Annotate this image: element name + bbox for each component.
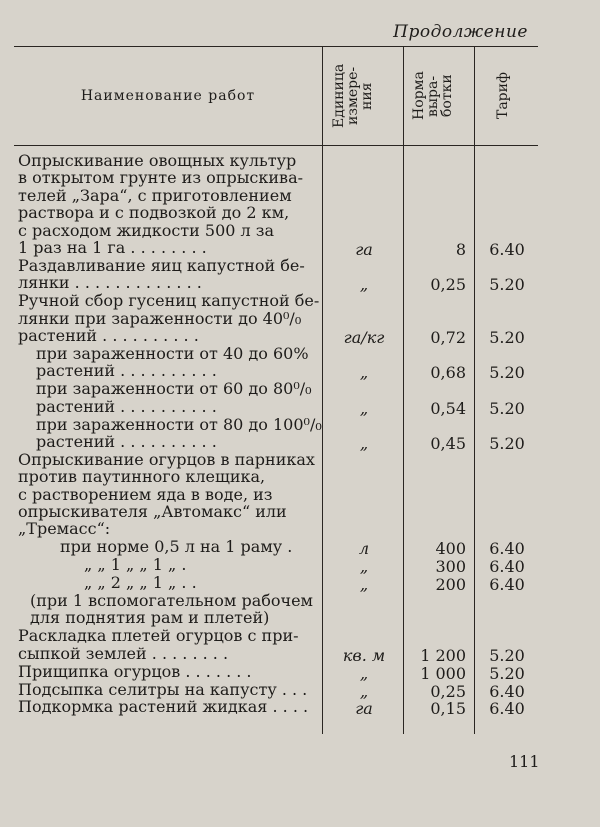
row-unit: га/кг <box>343 328 385 347</box>
header-unit: Единица измере- ния <box>331 63 375 129</box>
row-text-line: Опрыскивание овощных культур <box>18 151 297 170</box>
row-text-line: (при 1 вспомогательном рабочем <box>30 591 313 610</box>
row-norm: 0,25 <box>430 681 466 701</box>
row-unit: „ <box>359 681 369 701</box>
row-text-line: при зараженности от 60 до 80⁰/₀ <box>36 379 312 399</box>
row-tariff: 5.20 <box>489 275 525 295</box>
row-text-line: лянки при зараженности до 40⁰/₀ <box>18 308 302 328</box>
row-text-line: 1 раз на 1 га . . . . . . . . <box>18 238 207 257</box>
row-text-line: „Тремасс“: <box>18 519 111 539</box>
row-text-line: растений . . . . . . . . . . <box>36 361 217 381</box>
row-text-line: при зараженности от 40 до 60% <box>36 343 309 363</box>
row-text-line: с растворением яда в воде, из <box>18 484 273 504</box>
row-tariff: 5.20 <box>489 328 525 347</box>
row-tariff: 6.40 <box>489 575 525 595</box>
row-text-line: раствора и с подвозкой до 2 км, <box>18 203 290 223</box>
row-text-line: растений . . . . . . . . . . <box>36 396 217 416</box>
row-norm: 400 <box>435 539 466 559</box>
header-norm: Норма выра- ботки <box>411 71 455 121</box>
row-unit: „ <box>359 575 369 595</box>
row-norm: 8 <box>455 240 466 259</box>
row-unit: га <box>355 240 373 259</box>
row-norm: 0,25 <box>430 275 466 295</box>
row-text-line: против паутинного клещика, <box>18 467 266 487</box>
row-norm: 1 000 <box>420 663 466 683</box>
row-unit: „ <box>359 275 369 295</box>
column-divider <box>474 46 475 734</box>
row-norm: 200 <box>435 575 466 595</box>
row-text-line: Подкормка растений жидкая . . . . <box>18 697 309 717</box>
row-text-line: лянки . . . . . . . . . . . . . <box>18 273 202 293</box>
row-text-line: Раскладка плетей огурцов с при- <box>18 626 299 646</box>
row-text-line: Раздавливание яиц капустной бе- <box>18 255 305 275</box>
row-text-line: „ „ 2 „ „ 1 „ . . <box>84 573 197 593</box>
row-text-line: Подсыпка селитры на капусту . . . <box>18 679 308 699</box>
row-unit: „ <box>359 363 369 383</box>
row-text-line: Опрыскивание огурцов в парниках <box>18 449 315 469</box>
row-unit: кв. м <box>342 645 386 665</box>
row-norm: 0,54 <box>430 398 466 418</box>
row-text-line: Ручной сбор гусениц капустной бе- <box>18 291 320 311</box>
row-tariff: 5.20 <box>489 398 525 418</box>
row-text-line: телей „Зара“, с приготовлением <box>18 185 292 205</box>
row-text-line: растений . . . . . . . . . . <box>18 326 199 345</box>
row-unit: л <box>358 539 370 559</box>
row-text-line: при норме 0,5 л на 1 раму . <box>60 537 293 557</box>
row-unit: „ <box>359 398 369 418</box>
row-norm: 0,45 <box>430 433 466 453</box>
row-text-line: растений . . . . . . . . . . <box>36 431 217 451</box>
column-divider <box>322 46 323 734</box>
header-name: Наименование работ <box>80 88 256 104</box>
row-tariff: 6.40 <box>489 240 525 259</box>
row-unit: „ <box>359 663 369 683</box>
row-text-line: с расходом жидкости 500 л за <box>18 220 275 240</box>
row-unit: „ <box>359 433 369 453</box>
row-text-line: в открытом грунте из опрыскива- <box>18 168 304 188</box>
header-bottom-rule <box>14 145 538 146</box>
row-tariff: 6.40 <box>489 539 525 559</box>
row-tariff: 6.40 <box>489 681 525 701</box>
row-unit: „ <box>359 557 369 577</box>
row-text-line: при зараженности от 80 до 100⁰/₀ <box>36 414 322 434</box>
row-norm: 0,72 <box>430 328 466 347</box>
column-divider <box>403 46 404 734</box>
row-norm: 300 <box>435 557 466 577</box>
row-norm: 1 200 <box>420 645 466 665</box>
row-tariff: 5.20 <box>489 433 525 453</box>
row-tariff: 5.20 <box>489 645 525 665</box>
table-top-rule <box>14 46 538 47</box>
continuation-label: Продолжение <box>393 22 528 42</box>
row-text-line: „ „ 1 „ „ 1 „ . <box>84 555 187 575</box>
row-tariff: 6.40 <box>489 699 525 719</box>
row-tariff: 5.20 <box>489 663 525 683</box>
row-tariff: 5.20 <box>489 363 525 383</box>
row-norm: 0,68 <box>430 363 466 383</box>
row-text-line: Прищипка огурцов . . . . . . . <box>18 661 252 681</box>
row-unit: га <box>355 699 373 719</box>
row-text-line: для поднятия рам и плетей) <box>30 608 270 628</box>
row-tariff: 6.40 <box>489 557 525 577</box>
header-tariff: Тариф <box>495 72 511 120</box>
row-norm: 0,15 <box>430 699 466 719</box>
row-text-line: сыпкой землей . . . . . . . . <box>18 643 229 663</box>
page-number: 111 <box>509 752 540 771</box>
row-text-line: опрыскивателя „Автомакс“ или <box>18 502 287 521</box>
